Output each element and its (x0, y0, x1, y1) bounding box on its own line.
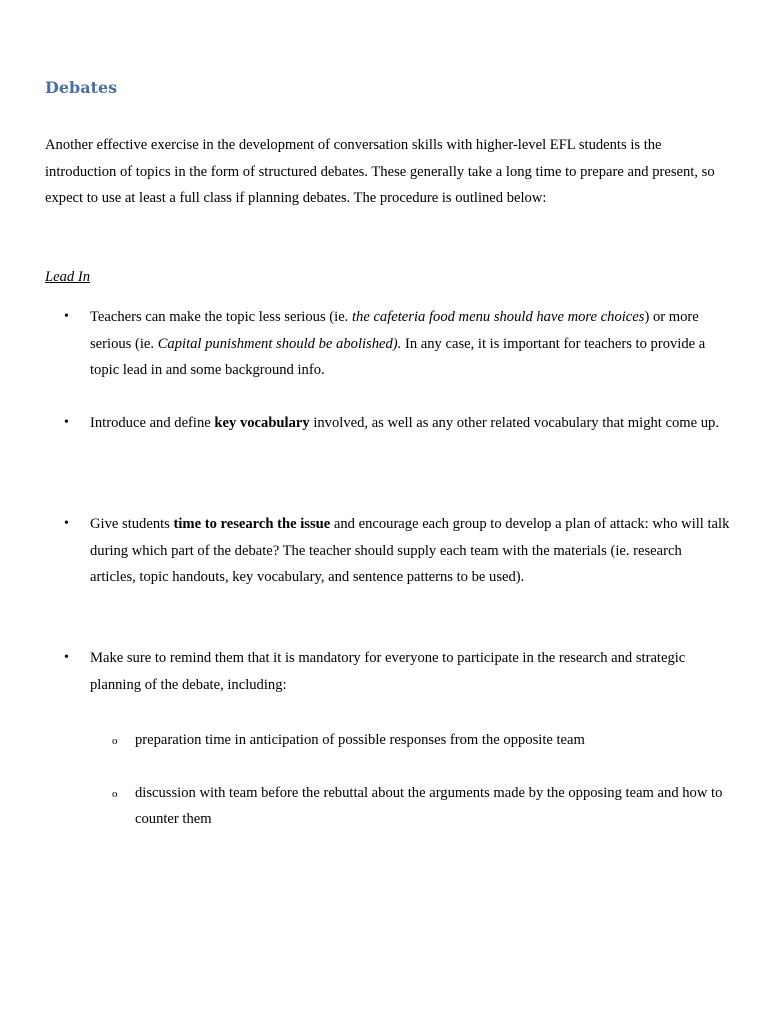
section-heading: Debates (45, 78, 118, 97)
intro-paragraph: Another effective exercise in the development of conversation skills with higher-level EFL students is the introduction of topics in the form of structured debates. These generally take a long time to prepare and present, so expect to use at least a full class if planning debates. The procedure is outlined below: (45, 137, 715, 207)
bullet-bold-term: key vocabulary (214, 415, 310, 431)
sub-bullet-text: preparation time in anticipation of possible responses from the opposite team (135, 732, 585, 748)
bullet-text: Introduce and define (90, 415, 215, 431)
bullet-example-italic: the cafeteria food menu should have more choices (351, 309, 645, 325)
bullet-item-research-time (64, 511, 730, 591)
bullet-example-italic: Capital punishment should be abolished). (157, 335, 402, 352)
sub-bullet-item-preparation (112, 727, 725, 753)
bullet-text: and encourage each group to develop a plan of attack: who will talk during which part of the debate? The teacher should supply each team with the materials (ie. research articles, topic handouts, key vocabulary, and sentence patterns to be used). (90, 516, 730, 586)
bullet-item-topic-seriousness (64, 304, 730, 384)
sub-bullet-circle-icon: o (112, 735, 118, 747)
bullet-text: ) or more serious (ie. (90, 309, 699, 352)
bullet-text: Give students (90, 516, 174, 532)
sub-bullet-text: discussion with team before the rebuttal about the arguments made by the opposing team and how to counter them (135, 785, 723, 827)
bullet-dot-icon: • (64, 650, 69, 665)
sub-bullet-circle-icon: o (112, 788, 118, 800)
bullet-dot-icon: • (64, 415, 69, 430)
bullet-text: In any case, it is important for teachers to provide a topic lead in and some background info. (90, 335, 706, 379)
bullet-text: involved, as well as any other related vocabulary that might come up. (309, 415, 719, 431)
bullet-dot-icon: • (64, 309, 69, 324)
bullet-text: Teachers can make the topic less serious (ie. (90, 309, 352, 325)
bullet-item-mandatory-participation (64, 645, 730, 698)
bullet-item-key-vocabulary (64, 410, 730, 437)
bullet-text: Make sure to remind them that it is mandatory for everyone to participate in the research and strategic planning of the debate, including: (90, 650, 686, 693)
bullet-bold-term: time to research the issue (173, 516, 331, 532)
lead-in-subheading: Lead In (45, 269, 90, 285)
sub-bullet-item-discussion (112, 780, 725, 832)
bullet-dot-icon: • (64, 516, 69, 531)
